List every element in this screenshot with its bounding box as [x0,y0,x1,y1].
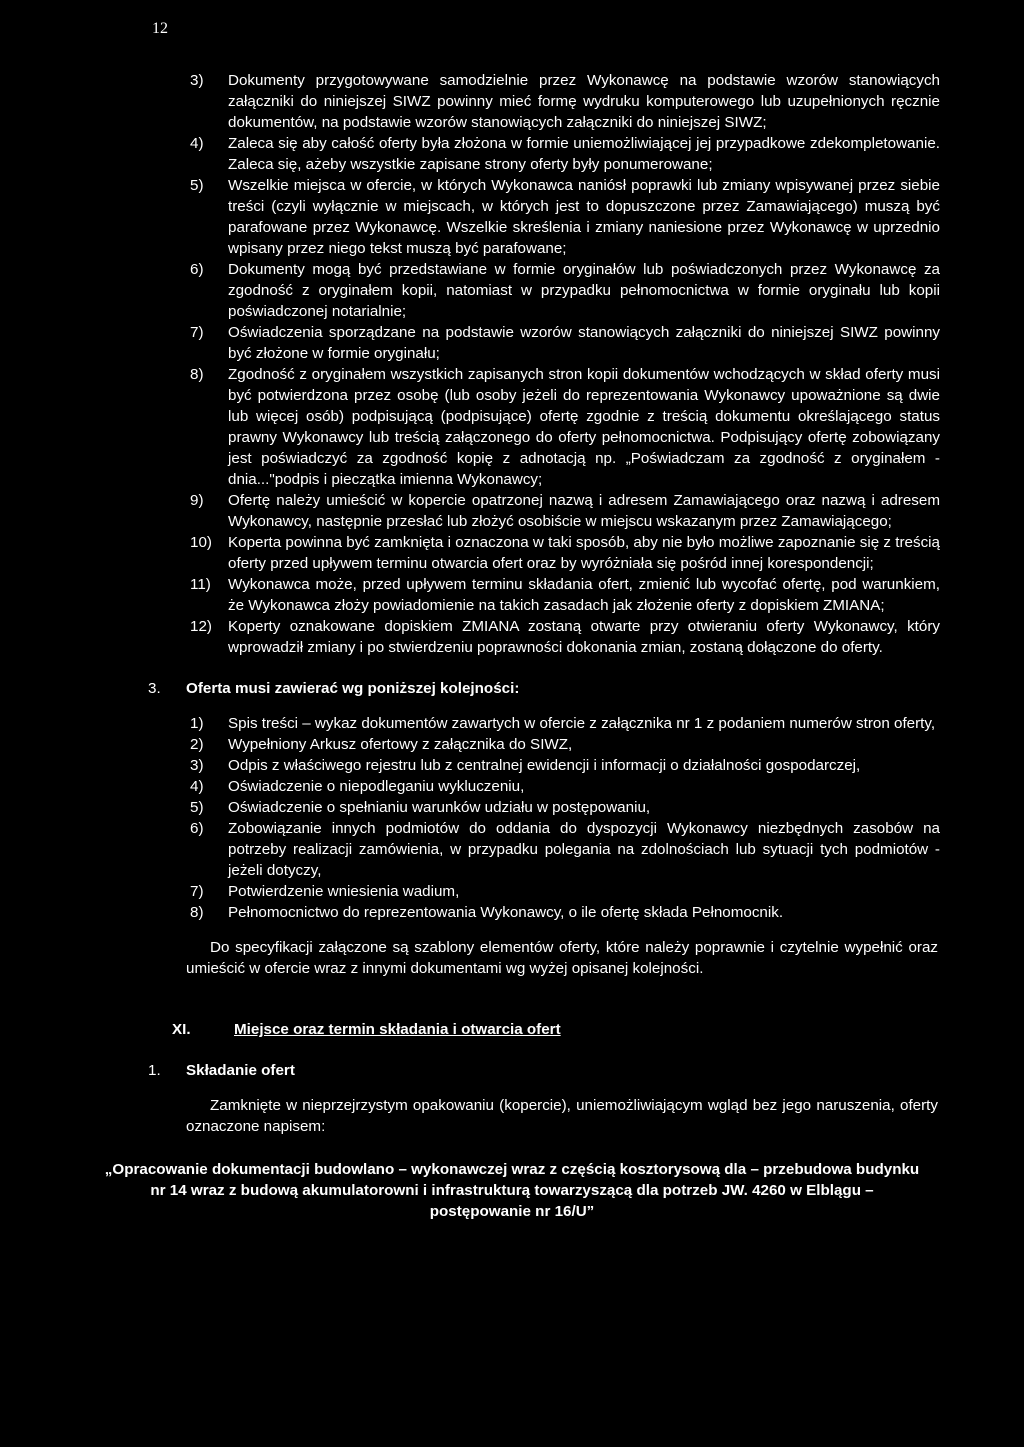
list-item [190,797,940,818]
item-number: 12) [190,618,212,635]
item-text: Koperty oznakowane dopiskiem ZMIANA zostaną otwarte przy otwieraniu oferty Wykonawcy, który wprowadził zmiany i po stwierdzeniu poprawności dokonania zmian, zostaną dołączone do oferty. [228,618,940,656]
item-text: Potwierdzenie wniesienia wadium, [228,883,460,900]
list-item [190,175,940,259]
item-number: 8) [190,904,204,921]
list-item [190,734,940,755]
list-item [190,70,940,133]
item-text: Oświadczenie o niepodleganiu wykluczeniu, [228,778,525,795]
item-text: Wypełniony Arkusz ofertowy z załącznika do SIWZ, [228,736,573,753]
item-number: 10) [190,534,212,551]
list-item [190,133,940,175]
list-item [190,490,940,532]
item-text: Odpis z właściwego rejestru lub z centralnej ewidencji i informacji o działalności gospodarczej, [228,757,861,774]
section-number: 3. [148,680,161,697]
section-title: Oferta musi zawierać wg poniższej kolejności: [186,680,520,697]
item-text: Oświadczenie o spełnianiu warunków udziału w postępowaniu, [228,799,651,816]
subsection-1-heading [148,1060,1024,1081]
envelope-paragraph: Zamknięte w nieprzejrzystym opakowaniu (kopercie), uniemożliwiającym wgląd bez jego naruszenia, oferty oznaczone napisem: [186,1097,938,1135]
templates-paragraph: Do specyfikacji załączone są szablony elementów oferty, które należy poprawnie i czytelnie wypełnić oraz umieścić w ofercie wraz z innymi dokumentami wg wyżej opisanej kolejności. [186,939,938,977]
list-b [0,713,1024,923]
section-3-heading [148,678,938,699]
list-item [190,881,940,902]
list-item [190,776,940,797]
list-item [190,902,940,923]
item-number: 9) [190,492,204,509]
item-number: 3) [190,72,204,89]
subsection-title: Składanie ofert [186,1062,295,1079]
item-text: Zgodność z oryginałem wszystkich zapisanych stron kopii dokumentów wchodzących w skład oferty musi być potwierdzona przez osobę (lub osoby jeżeli do reprezentowania Wykonawcy upoważnione są dwie lub więcej osób) podpisującą (podpisujące) ofertę zgodnie z treścią dokumentu określającego status prawny Wykonawcy lub treścią załączonego do oferty pełnomocnictwa. Podpisujący ofertę zobowiązany jest poświadczyć za zgodność kopię z adnotacją np. „Poświadczam za zgodność z oryginałem - dnia..."podpis i pieczątka imienna Wykonawcy; [228,366,940,488]
item-number: 11) [190,576,211,593]
list-item [190,713,940,734]
item-text: Ofertę należy umieścić w kopercie opatrzonej nazwą i adresem Zamawiającego oraz nazwą i adresem Wykonawcy, następnie przesłać lub złożyć osobiście w miejscu wskazanym przez Zamawiającego; [228,492,940,530]
list-item [190,259,940,322]
document-body [0,70,1024,1222]
item-number: 4) [190,135,204,152]
item-number: 7) [190,883,204,900]
list-item [190,755,940,776]
list-item [190,818,940,881]
item-number: 2) [190,736,204,753]
item-text: Pełnomocnictwo do reprezentowania Wykonawcy, o ile ofertę składa Pełnomocnik. [228,904,784,921]
item-number: 5) [190,799,204,816]
item-number: 4) [190,778,204,795]
item-text: Oświadczenia sporządzane na podstawie wzorów stanowiących załączniki do niniejszej SIWZ powinny być złożone w formie oryginału; [228,324,940,362]
item-number: 7) [190,324,204,341]
chapter-xi-heading [172,1019,1024,1040]
list-item [190,574,940,616]
item-number: 8) [190,366,204,383]
chapter-number: XI. [172,1021,191,1038]
page-number: 12 [152,20,168,37]
item-text: Dokumenty przygotowywane samodzielnie przez Wykonawcę na podstawie wzorów stanowiących załączniki do niniejszej SIWZ powinny mieć formę wydruku komputerowego lub uzupełnionych ręcznie dokumentów, na podstawie wzorów stanowiących załączniki do niniejszej SIWZ; [228,72,940,131]
list-item [190,322,940,364]
item-number: 1) [190,715,204,732]
item-text: Koperta powinna być zamknięta i oznaczona w taki sposób, aby nie było możliwe zapoznanie się z treścią oferty przed upływem terminu otwarcia ofert oraz by wyróżniała się pośród innej korespondencji; [228,534,940,572]
item-text: Zobowiązanie innych podmiotów do oddania do dyspozycji Wykonawcy niezbędnych zasobów na potrzeby realizacji zamówienia, w przypadku polegania na zdolnościach lub sytuacji tych podmiotów - jeżeli dotyczy, [228,820,940,879]
list-item [190,364,940,490]
list-item [190,532,940,574]
item-text: Dokumenty mogą być przedstawiane w formie oryginałów lub poświadczonych przez Wykonawcę za zgodność z oryginałem kopii, natomiast w przypadku pełnomocnictwa w formie oryginału lub kopii poświadczonej notarialnie; [228,261,940,320]
item-text: Wszelkie miejsca w ofercie, w których Wykonawca naniósł poprawki lub zmiany wpisywanej przez siebie treści (czyli wyłącznie w miejscach, w których jest to dopuszczone przez Zamawiającego) muszą być parafowane przez Wykonawcę. Wszelkie skreślenia i zmiany naniesione przez Wykonawcę w uprzednio wpisany przez niego tekst muszą być parafowane; [228,177,940,257]
item-text: Spis treści – wykaz dokumentów zawartych w ofercie z załącznika nr 1 z podaniem numerów stron oferty, [228,715,936,732]
item-number: 6) [190,261,204,278]
subsection-number: 1. [148,1062,161,1079]
item-number: 3) [190,757,204,774]
item-number: 5) [190,177,204,194]
offer-title: „Opracowanie dokumentacji budowlano – wykonawczej wraz z częścią kosztorysową dla – przebudowa budynku nr 14 wraz z budową akumulatorowni i infrastrukturą towarzyszącą dla potrzeb JW. 4260 w Elblągu – postępowanie nr 16/U” [104,1161,920,1220]
list-a [0,70,1024,658]
item-text: Wykonawca może, przed upływem terminu składania ofert, zmienić lub wycofać ofertę, pod warunkiem, że Wykonawca złoży powiadomienie na takich zasadach jak złożenie oferty z dopiskiem ZMIANA; [228,576,940,614]
list-item [190,616,940,658]
item-text: Zaleca się aby całość oferty była złożona w formie uniemożliwiającej jej przypadkowe zdekompletowanie. Zaleca się, ażeby wszystkie zapisane strony oferty były ponumerowane; [228,135,940,173]
item-number: 6) [190,820,204,837]
chapter-title: Miejsce oraz termin składania i otwarcia ofert [234,1021,561,1038]
